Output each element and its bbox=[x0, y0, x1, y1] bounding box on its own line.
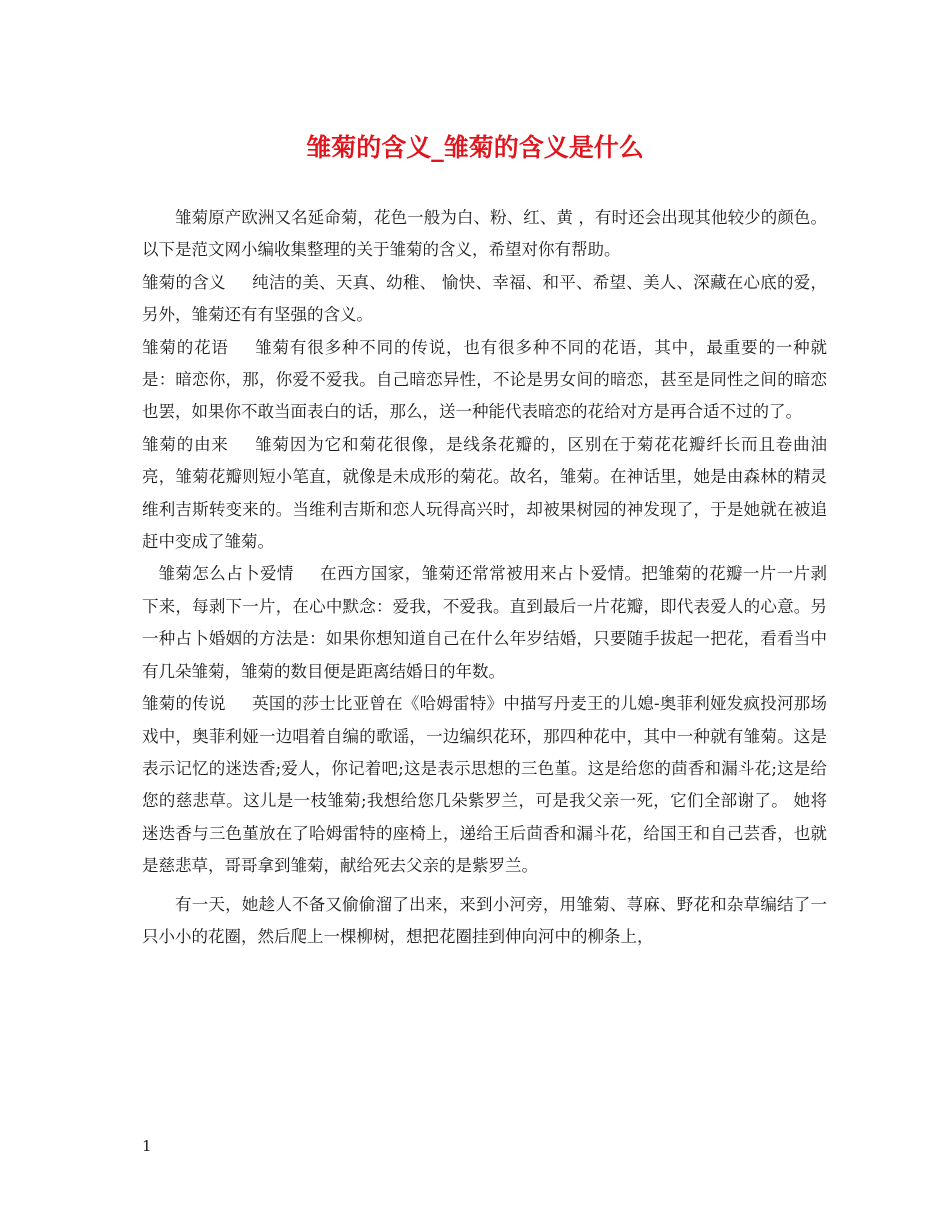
section-heading: 雏菊的含义 bbox=[142, 272, 226, 292]
section-legend bbox=[142, 688, 827, 882]
section-text: 英国的莎士比亚曾在《哈姆雷特》中描写丹麦王的儿媳-奥菲利娅发疯投河那场戏中，奥菲利娅一边唱着自编的歌谣，一边编织花环，那四种花中，其中一种就有雏菊。这是表示记忆的迷迭香;爱人，你记着吧;这是表示思想的三色堇。这是给您的茴香和漏斗花;这是给您的慈悲草。这儿是一枝雏菊;我想给您几朵紫罗兰，可是我父亲一死，它们全部谢了。 她将迷迭香与三色堇放在了哈姆雷特的座椅上，递给王后茴香和漏斗花，给国王和自己芸香，也就是慈悲草，哥哥拿到雏菊，献给死去父亲的是紫罗兰。 bbox=[142, 694, 828, 876]
document-title: 雏菊的含义_雏菊的含义是什么 bbox=[306, 133, 644, 162]
section-text: 雏菊有很多种不同的传说，也有很多种不同的花语，其中，最重要的一种就是：暗恋你，那，你爱不爱我。自己暗恋异性，不论是男女间的暗恋，甚至是同性之间的暗恋也罢，如果你不敢当面表白的话，那么，送一种能代表暗恋的花给对方是再合适不过的了。 bbox=[142, 337, 828, 422]
section-heading: 雏菊的花语 bbox=[142, 337, 229, 357]
section-heading: 雏菊的传说 bbox=[142, 694, 226, 714]
section-meaning bbox=[142, 267, 827, 332]
section-text: 纯洁的美、天真、幼稚、 愉快、幸福、和平、希望、美人、深藏在心底的爱，另外，雏菊还有有坚强的含义。 bbox=[142, 272, 827, 325]
section-text: 雏菊因为它和菊花很像，是线条花瓣的，区别在于菊花花瓣纤长而且卷曲油亮，雏菊花瓣则短小笔直，就像是未成形的菊花。故名，雏菊。在神话里，她是由森林的精灵维利吉斯转变来的。当维利吉斯和恋人玩得高兴时，却被果树园的神发现了，于是她就在被追赶中变成了雏菊。 bbox=[142, 434, 828, 552]
section-heading: 雏菊的由来 bbox=[142, 434, 229, 454]
section-origin bbox=[142, 429, 827, 559]
document-body bbox=[142, 202, 827, 953]
intro-paragraph: 雏菊原产欧洲又名延命菊，花色一般为白、粉、红、黄 ，有时还会出现其他较少的颜色。以下是范文网小编收集整理的关于雏菊的含义，希望对你有帮助。 bbox=[142, 208, 827, 260]
closing-paragraph: 有一天，她趁人不备又偷偷溜了出来，来到小河旁，用雏菊、荨麻、野花和杂草编结了一只小小的花圈，然后爬上一棵柳树，想把花圈挂到伸向河中的柳条上， bbox=[142, 894, 827, 946]
section-text: 在西方国家，雏菊还常常被用来占卜爱情。把雏菊的花瓣一片一片剥下来，每剥下一片，在心中默念：爱我，不爱我。直到最后一片花瓣，即代表爱人的心意。另一种占卜婚姻的方法是：如果你想知道自己在什么年岁结婚，只要随手拔起一把花，看看当中有几朵雏菊，雏菊的数目便是距离结婚日的年数。 bbox=[142, 564, 828, 681]
section-flower-language bbox=[142, 332, 827, 429]
page-number: 1 bbox=[142, 1137, 152, 1155]
section-divination bbox=[142, 558, 827, 688]
section-heading: 雏菊怎么占卜爱情 bbox=[158, 564, 294, 584]
